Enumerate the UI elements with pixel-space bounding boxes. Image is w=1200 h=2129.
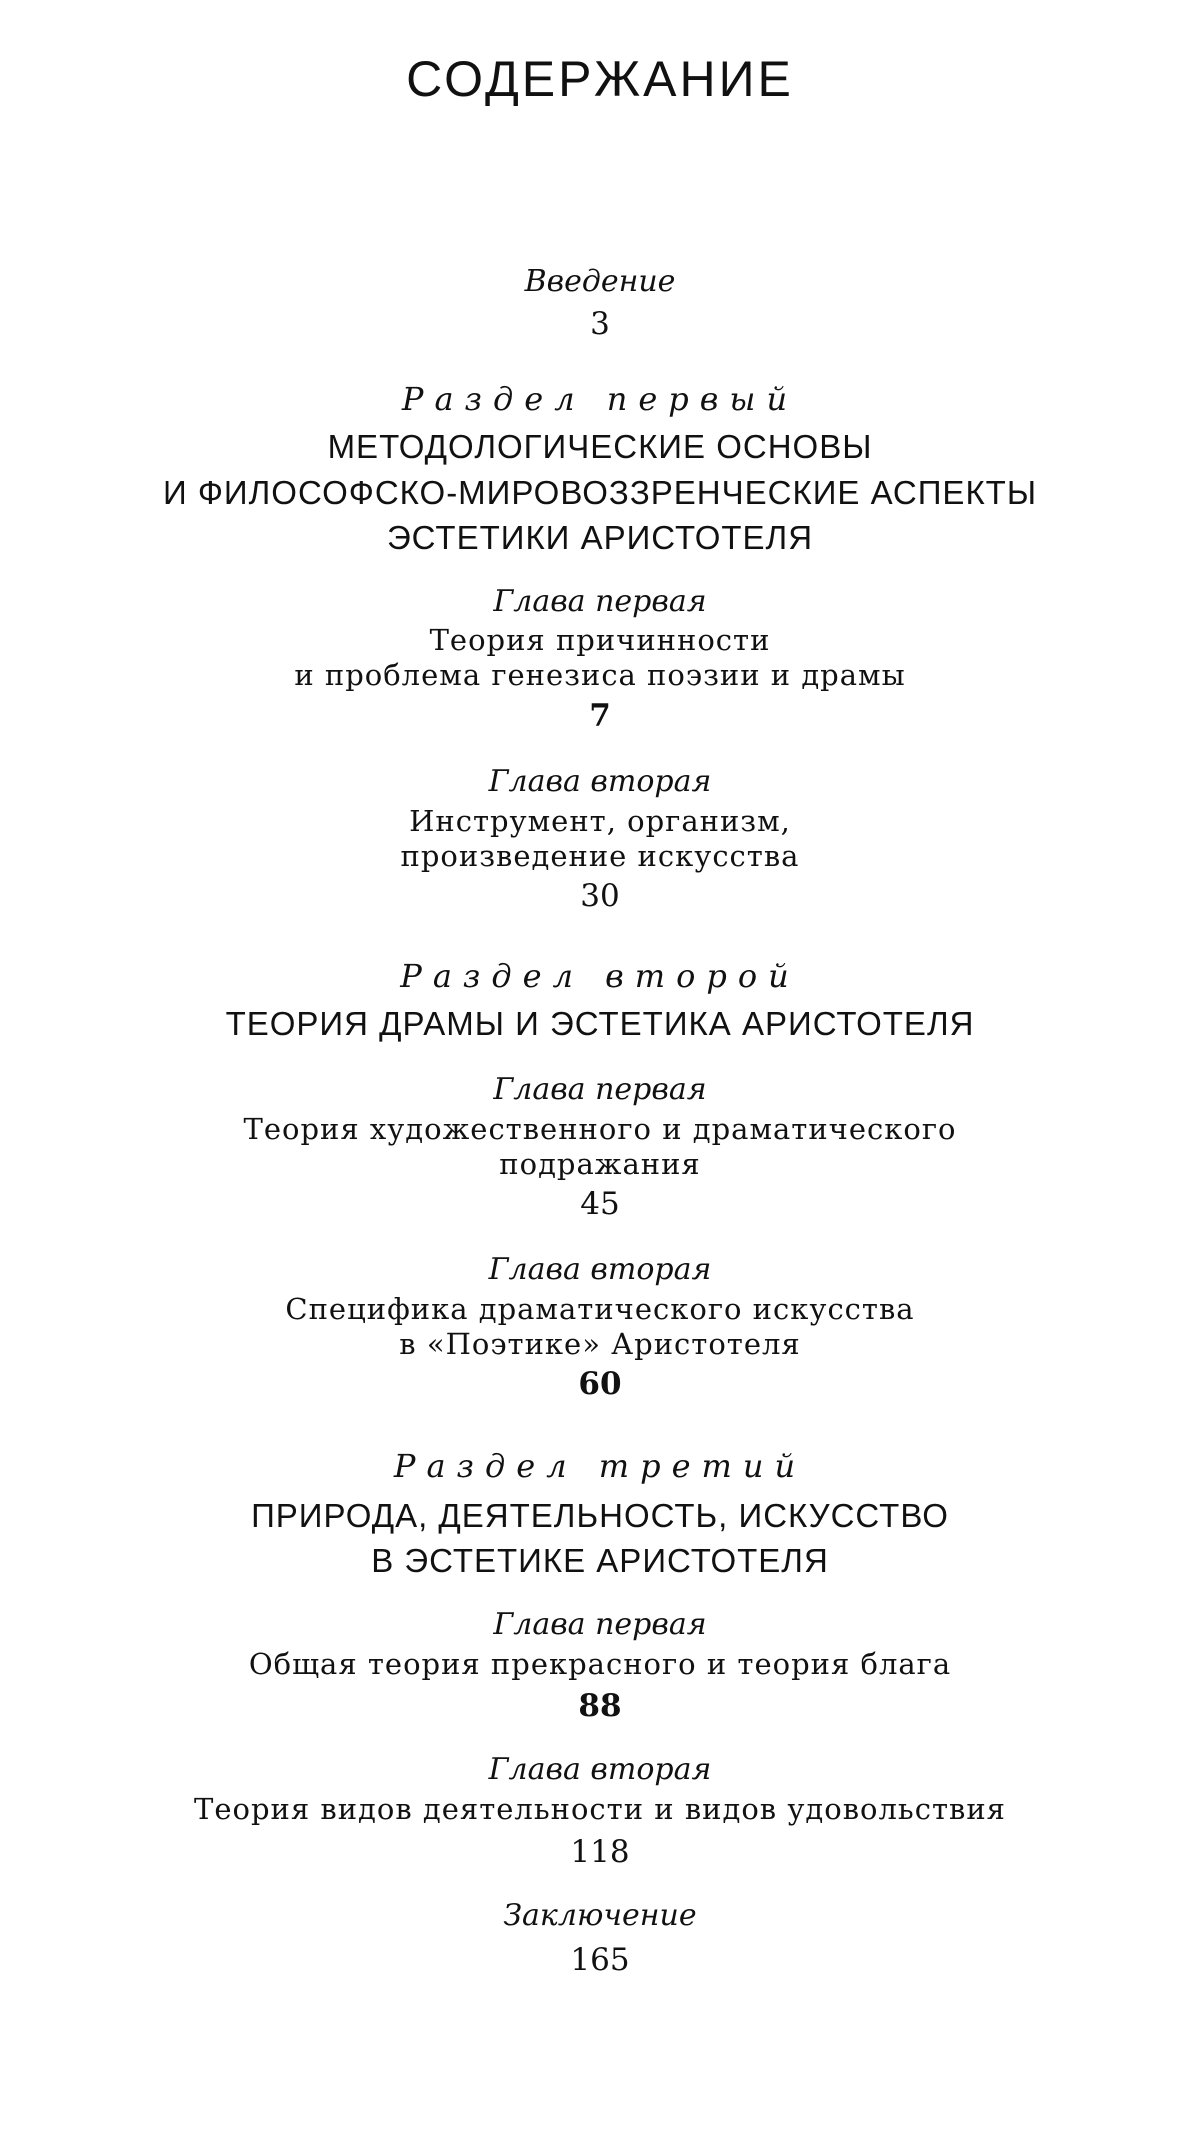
introduction-label: Введение (524, 264, 676, 299)
section-3-label: Раздел третий (393, 1447, 807, 1485)
section-3-chapter-1-label: Глава первая (493, 1607, 707, 1642)
section-1-chapter-1-label: Глава первая (493, 584, 707, 619)
conclusion-page-number: 165 (570, 1942, 630, 1978)
section-3-chapter-2-title-line-1: Теория видов деятельности и видов удовольствия (194, 1792, 1006, 1826)
section-1-label: Раздел первый (401, 380, 799, 418)
introduction-page-number: 3 (590, 306, 610, 342)
section-1-heading-line-3: ЭСТЕТИКИ АРИСТОТЕЛЯ (386, 519, 814, 556)
section-1-chapter-1-title-line-1: Теория причинности (429, 623, 771, 657)
section-3-heading-line-1: ПРИРОДА, ДЕЯТЕЛЬНОСТЬ, ИСКУССТВО (251, 1497, 949, 1534)
section-3-chapter-1-title-line-1: Общая теория прекрасного и теория блага (248, 1647, 952, 1681)
section-3-chapter-2-label: Глава вторая (488, 1752, 712, 1787)
section-1-chapter-2-title-line-1: Инструмент, организм, (409, 804, 791, 838)
section-1-chapter-2-label: Глава вторая (488, 764, 712, 799)
section-2-chapter-1-title-line-2: подражания (499, 1147, 701, 1181)
section-2-chapter-2-title-line-2: в «Поэтике» Аристотеля (399, 1327, 801, 1361)
section-2-chapter-1-label: Глава первая (493, 1072, 707, 1107)
conclusion-label: Заключение (503, 1898, 697, 1933)
section-2-chapter-2-label: Глава вторая (488, 1252, 712, 1287)
section-2-label: Раздел второй (400, 957, 800, 995)
section-2-chapter-1-page-number: 45 (580, 1186, 620, 1222)
section-1-chapter-1-page-number: 7 (589, 698, 611, 734)
page-title: СОДЕРЖАНИЕ (406, 51, 794, 107)
section-3-heading-line-2: В ЭСТЕТИКЕ АРИСТОТЕЛЯ (371, 1542, 829, 1579)
section-2-chapter-2-title-line-1: Специфика драматического искусства (285, 1292, 915, 1326)
section-1-heading-line-1: МЕТОДОЛОГИЧЕСКИЕ ОСНОВЫ (327, 428, 873, 465)
section-1-chapter-2-page-number: 30 (580, 878, 620, 914)
section-3-chapter-1-page-number: 88 (578, 1688, 622, 1724)
section-1-chapter-1-title-line-2: и проблема генезиса поэзии и драмы (294, 658, 906, 692)
section-2-heading-line-1: ТЕОРИЯ ДРАМЫ И ЭСТЕТИКА АРИСТОТЕЛЯ (225, 1005, 975, 1042)
section-2-chapter-2-page-number: 60 (578, 1366, 622, 1402)
section-1-heading-line-2: И ФИЛОСОФСКО-МИРОВОЗЗРЕНЧЕСКИЕ АСПЕКТЫ (162, 474, 1038, 511)
section-3-chapter-2-page-number: 118 (570, 1834, 630, 1870)
section-1-chapter-2-title-line-2: произведение искусства (400, 839, 800, 873)
section-2-chapter-1-title-line-1: Теория художественного и драматического (243, 1112, 957, 1146)
